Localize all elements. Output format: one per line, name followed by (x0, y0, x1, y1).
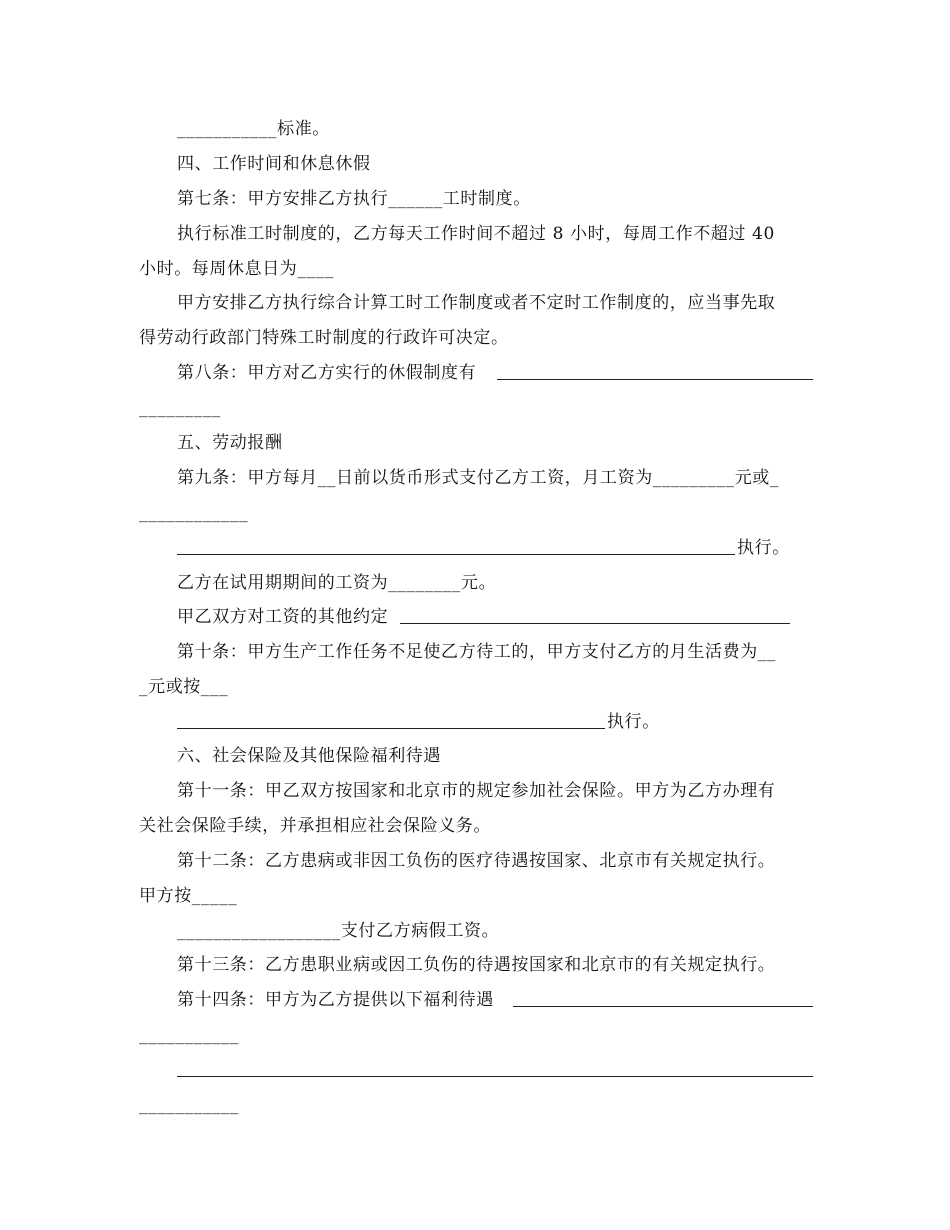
text-line: 第十三条：乙方患职业病或因工负伤的待遇按国家和北京市的有关规定执行。 (177, 955, 776, 975)
text-line: 甲乙双方对工资的其他约定 (177, 607, 389, 627)
text-line: 第八条：甲方对乙方实行的休假制度有 (177, 363, 477, 383)
blank-line (400, 623, 790, 624)
text-line: __________________支付乙方病假工资。 (177, 921, 500, 941)
blank-line (177, 1076, 813, 1077)
section-heading: 四、工作时间和休息休假 (177, 154, 371, 174)
text-line: 乙方在试用期期间的工资为________元。 (177, 573, 497, 593)
blank-line (513, 1006, 813, 1007)
text-line: 第九条：甲方每月__日前以货币形式支付乙方工资，月工资为_________元或_ (177, 468, 779, 488)
text-line: 第十二条：乙方患病或非因工负伤的医疗待遇按国家、北京市有关规定执行。 (177, 851, 776, 871)
text-line: 得劳动行政部门特殊工时制度的行政许可决定。 (139, 328, 509, 348)
text-line: ___________ (139, 1025, 240, 1045)
text-line: 执行。 (607, 712, 660, 732)
text-line: 第七条：甲方安排乙方执行______工时制度。 (177, 189, 531, 209)
text-line: 甲方按_____ (139, 886, 238, 906)
text-line: ____________ (139, 503, 249, 523)
blank-line (177, 728, 605, 729)
text-line: _________ (139, 398, 221, 418)
text-line: 第十条：甲方生产工作任务不足使乙方待工的，甲方支付乙方的月生活费为__ (177, 642, 776, 662)
text-line: 执行标准工时制度的，乙方每天工作时间不超过 8 小时，每周工作不超过 40 (177, 224, 775, 244)
text-line: ___________标准。 (177, 119, 330, 139)
text-line: 第十一条：甲乙双方按国家和北京市的规定参加社会保险。甲方为乙方办理有 (177, 781, 776, 801)
text-line: 第十四条：甲方为乙方提供以下福利待遇 (177, 990, 494, 1010)
text-line: 关社会保险手续，并承担相应社会保险义务。 (139, 816, 491, 836)
section-heading: 六、社会保险及其他保险福利待遇 (177, 746, 441, 766)
text-line: 执行。 (737, 538, 790, 558)
text-line: _元或按___ (139, 677, 229, 697)
blank-line (177, 554, 735, 555)
blank-line (497, 379, 813, 380)
text-line: 小时。每周休息日为____ (139, 259, 334, 279)
text-line: 甲方安排乙方执行综合计算工时工作制度或者不定时工作制度的，应当事先取 (177, 293, 776, 313)
section-heading: 五、劳动报酬 (177, 433, 283, 453)
text-line: ___________ (139, 1095, 240, 1115)
